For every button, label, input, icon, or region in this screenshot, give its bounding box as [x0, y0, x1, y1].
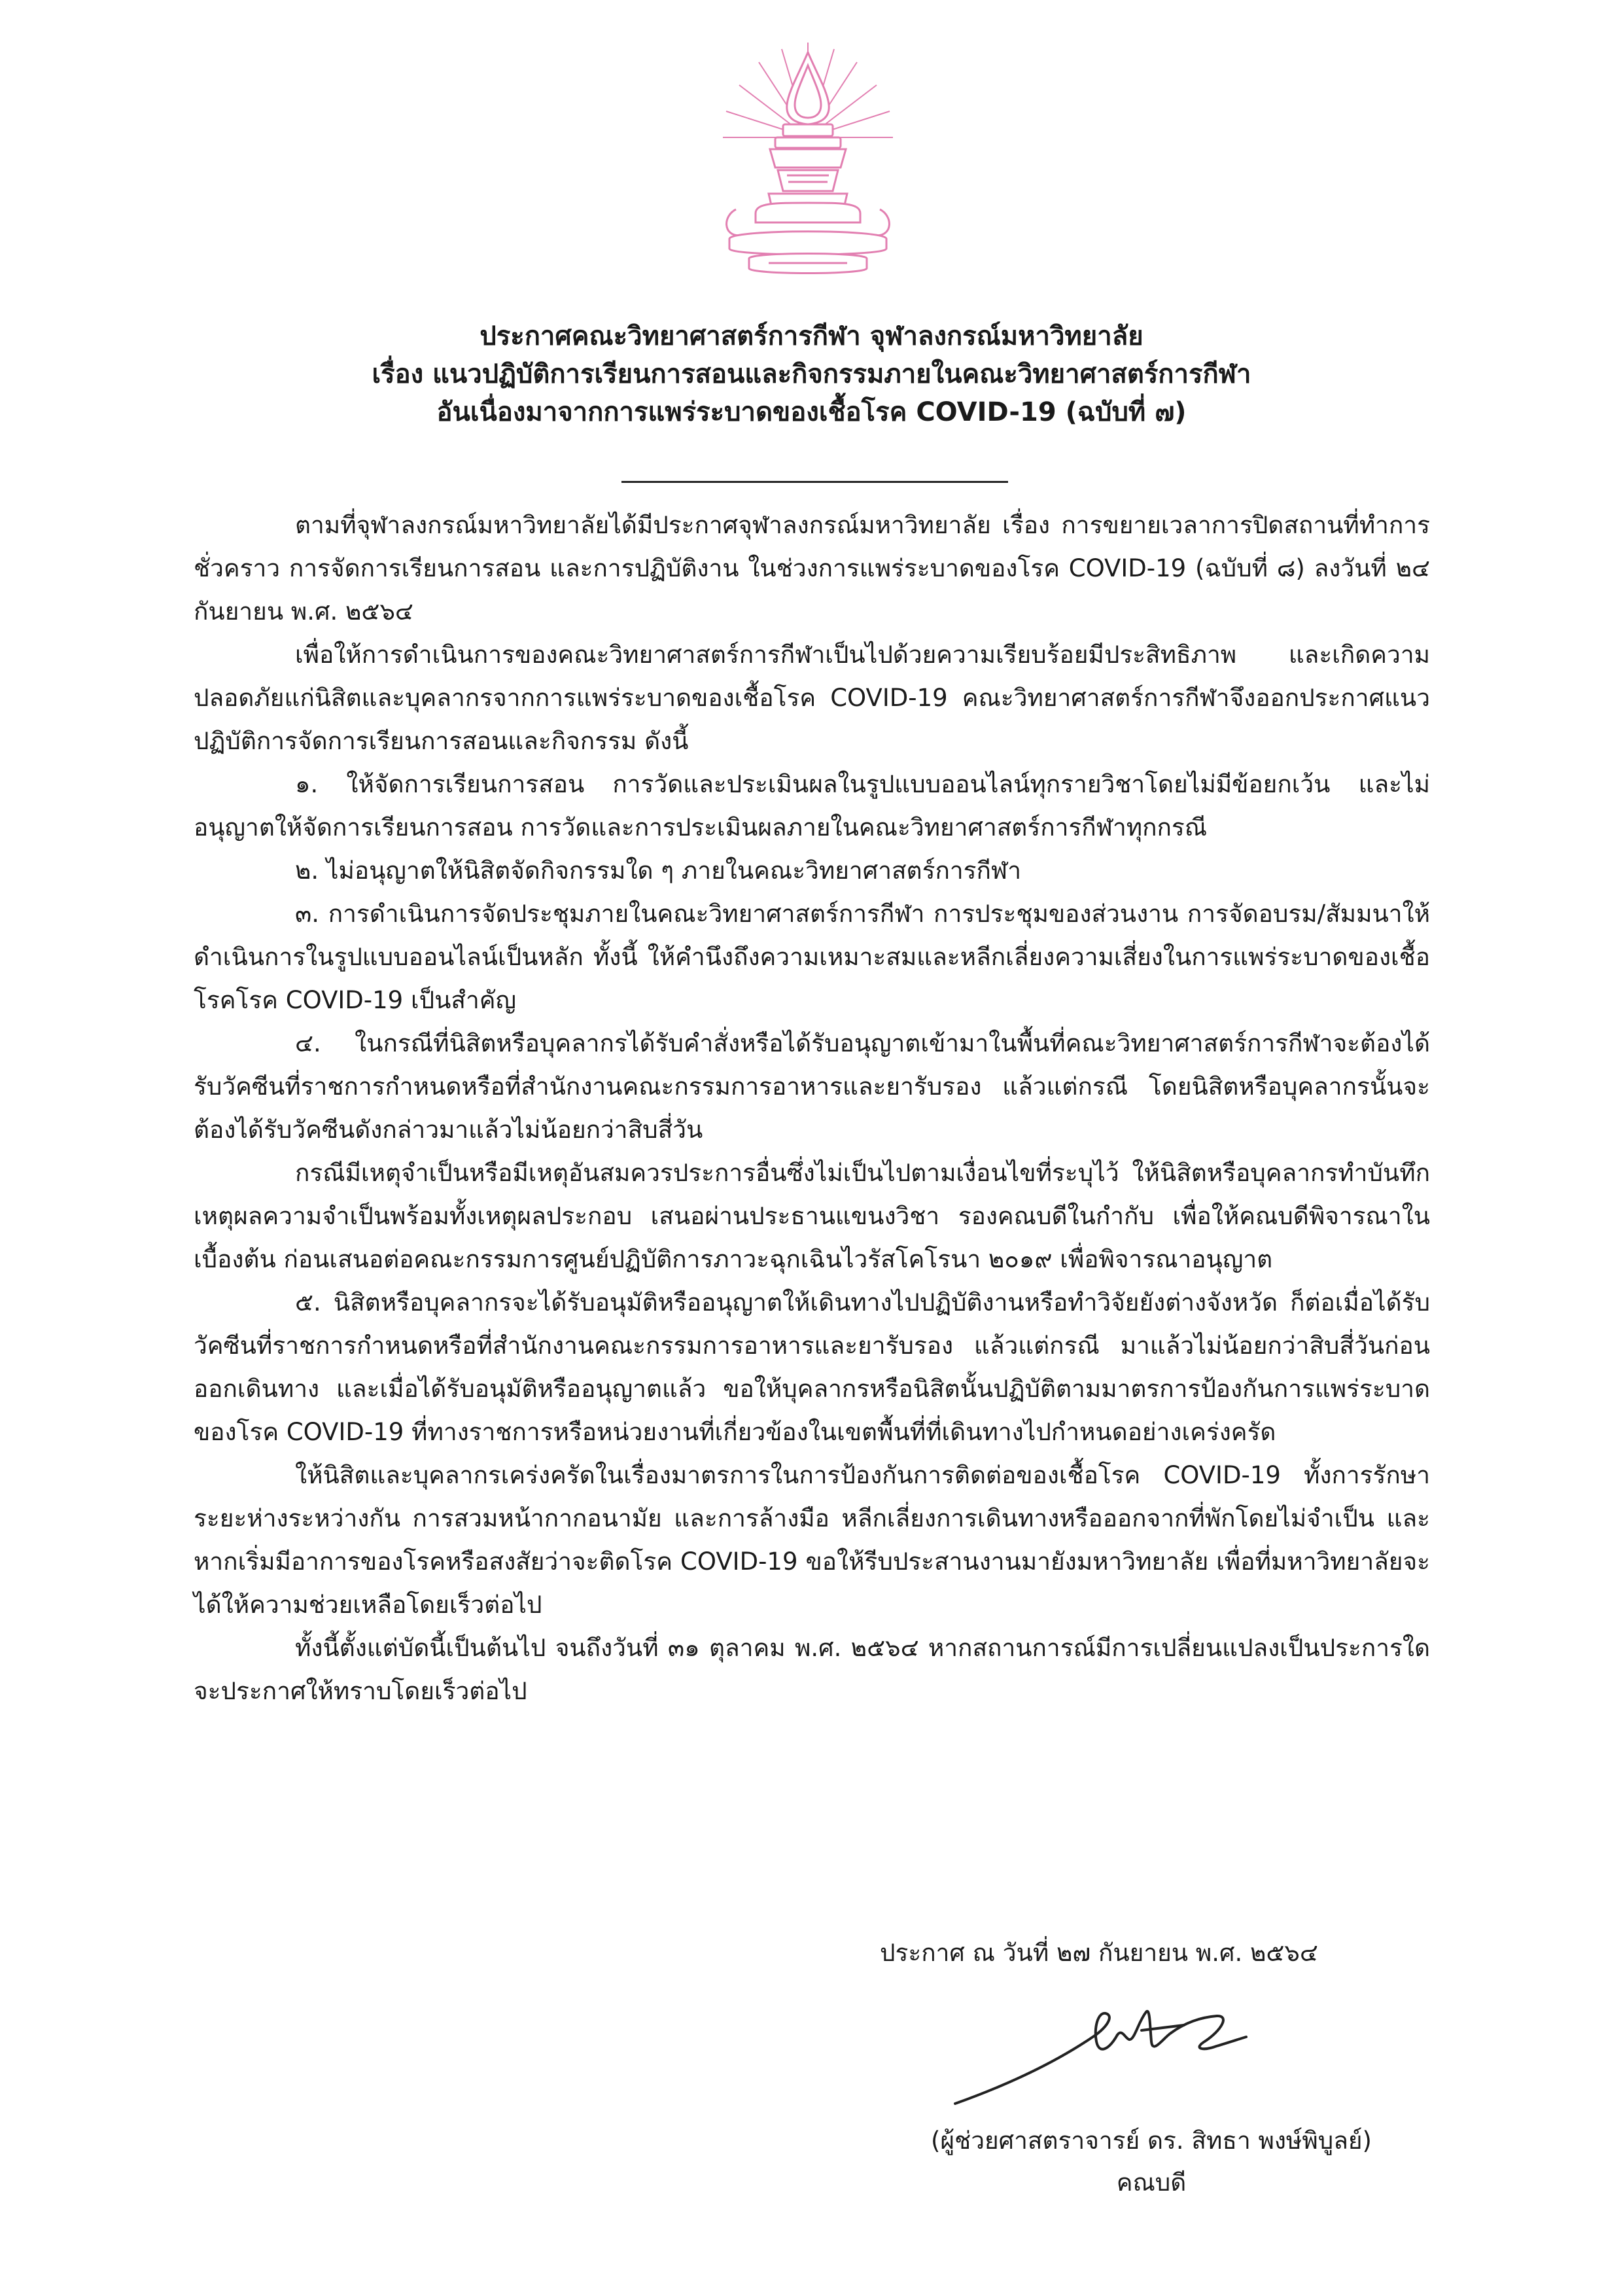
university-seal-logo	[710, 39, 906, 288]
heading-line-1: ประกาศคณะวิทยาศาสตร์การกีฬา จุฬาลงกรณ์มหาวิทยาลัย	[480, 321, 1143, 351]
signer-block	[864, 2120, 1439, 2204]
paragraph: เพื่อให้การดำเนินการของคณะวิทยาศาสตร์การกีฬาเป็นไปด้วยความเรียบร้อยมีประสิทธิภาพ และเกิดความปลอดภัยแก่นิสิตและบุคลากรจากการแพร่ระบาดของเชื้อโรค COVID-19 คณะวิทยาศาสตร์การกีฬาจึงออกประกาศแนวปฏิบัติการจัดการเรียนการสอนและกิจกรรม ดังนี้	[194, 641, 1430, 755]
promulgation-date: ประกาศ ณ วันที่ ๒๗ กันยายน พ.ศ. ๒๕๖๔	[880, 1939, 1318, 1967]
paragraph: กรณีมีเหตุจำเป็นหรือมีเหตุอันสมควรประการอื่นซึ่งไม่เป็นไปตามเงื่อนไขที่ระบุไว้ ให้นิสิตหรือบุคลากรทำบันทึกเหตุผลความจำเป็นพร้อมทั้งเหตุผลประกอบ เสนอผ่านประธานแขนงวิชา รองคณบดีในกำกับ เพื่อให้คณบดีพิจารณาในเบื้องต้น ก่อนเสนอต่อคณะกรรมการศูนย์ปฏิบัติการภาวะฉุกเฉินไวรัสโคโรนา ๒๐๑๙ เพื่อพิจารณาอนุญาต	[194, 1159, 1430, 1273]
signer-title: คณบดี	[1116, 2168, 1187, 2197]
heading-divider	[621, 481, 1008, 483]
announcement-heading	[196, 317, 1427, 431]
paragraph: ตามที่จุฬาลงกรณ์มหาวิทยาลัยได้มีประกาศจุฬาลงกรณ์มหาวิทยาลัย เรื่อง การขยายเวลาการปิดสถานที่ทำการชั่วคราว การจัดการเรียนการสอน และการปฏิบัติงาน ในช่วงการแพร่ระบาดของโรค COVID-19 (ฉบับที่ ๘) ลงวันที่ ๒๔ กันยายน พ.ศ. ๒๕๖๔	[194, 511, 1430, 626]
heading-line-2: เรื่อง แนวปฏิบัติการเรียนการสอนและกิจกรรมภายในคณะวิทยาศาสตร์การกีฬา	[372, 359, 1251, 389]
announcement-body	[194, 504, 1430, 1713]
paragraph: ๔. ในกรณีที่นิสิตหรือบุคลากรได้รับคำสั่งหรือได้รับอนุญาตเข้ามาในพื้นที่คณะวิทยาศาสตร์การกีฬาจะต้องได้รับวัคซีนที่ราชการกำหนดหรือที่สำนักงานคณะกรรมการอาหารและยารับรอง แล้วแต่กรณี โดยนิสิตหรือบุคลากรนั้นจะต้องได้รับวัคซีนดังกล่าวมาแล้วไม่น้อยกว่าสิบสี่วัน	[194, 1029, 1430, 1144]
signature	[942, 1966, 1249, 2117]
heading-line-3: อันเนื่องมาจากการแพร่ระบาดของเชื้อโรค COVID-19 (ฉบับที่ ๗)	[436, 397, 1187, 427]
paragraph: ๒. ไม่อนุญาตให้นิสิตจัดกิจกรรมใด ๆ ภายในคณะวิทยาศาสตร์การกีฬา	[295, 857, 1021, 885]
paragraph: ให้นิสิตและบุคลากรเคร่งครัดในเรื่องมาตรการในการป้องกันการติดต่อของเชื้อโรค COVID-19 ทั้งการรักษาระยะห่างระหว่างกัน การสวมหน้ากากอนามัย และการล้างมือ หลีกเลี่ยงการเดินทางหรือออกจากที่พักโดยไม่จำเป็น และหากเริ่มมีอาการของโรคหรือสงสัยว่าจะติดโรค COVID-19 ขอให้รีบประสานงานมายังมหาวิทยาลัย เพื่อที่มหาวิทยาลัยจะได้ให้ความช่วยเหลือโดยเร็วต่อไป	[194, 1461, 1430, 1619]
paragraph: ๑. ให้จัดการเรียนการสอน การวัดและประเมินผลในรูปแบบออนไลน์ทุกรายวิชาโดยไม่มีข้อยกเว้น และไม่อนุญาตให้จัดการเรียนการสอน การวัดและการประเมินผลภายในคณะวิทยาศาสตร์การกีฬาทุกกรณี	[194, 770, 1430, 841]
paragraph: ๓. การดำเนินการจัดประชุมภายในคณะวิทยาศาสตร์การกีฬา การประชุมของส่วนงาน การจัดอบรม/สัมมนาให้ดำเนินการในรูปแบบออนไลน์เป็นหลัก ทั้งนี้ ให้คำนึงถึงความเหมาะสมและหลีกเลี่ยงความเสี่ยงในการแพร่ระบาดของเชื้อโรคโรค COVID-19 เป็นสำคัญ	[194, 900, 1430, 1014]
paragraph: ทั้งนี้ตั้งแต่บัดนี้เป็นต้นไป จนถึงวันที่ ๓๑ ตุลาคม พ.ศ. ๒๕๖๔ หากสถานการณ์มีการเปลี่ยนแปลงเป็นประการใด จะประกาศให้ทราบโดยเร็วต่อไป	[194, 1634, 1430, 1705]
paragraph: ๕. นิสิตหรือบุคลากรจะได้รับอนุมัติหรืออนุญาตให้เดินทางไปปฏิบัติงานหรือทำวิจัยยังต่างจังหวัด ก็ต่อเมื่อได้รับวัคซีนที่ราชการกำหนดหรือที่สำนักงานคณะกรรมการอาหารและยารับรอง แล้วแต่กรณี มาแล้วไม่น้อยกว่าสิบสี่วันก่อนออกเดินทาง และเมื่อได้รับอนุมัติหรืออนุญาตแล้ว ขอให้บุคลากรหรือนิสิตนั้นปฏิบัติตามมาตรการป้องกันการแพร่ระบาดของโรค COVID-19 ที่ทางราชการหรือหน่วยงานที่เกี่ยวข้องในเขตพื้นที่ที่เดินทางไปกำหนดอย่างเคร่งครัด	[194, 1288, 1430, 1446]
signer-name: (ผู้ช่วยศาสตราจารย์ ดร. สิทธา พงษ์พิบูลย์)	[930, 2127, 1372, 2155]
